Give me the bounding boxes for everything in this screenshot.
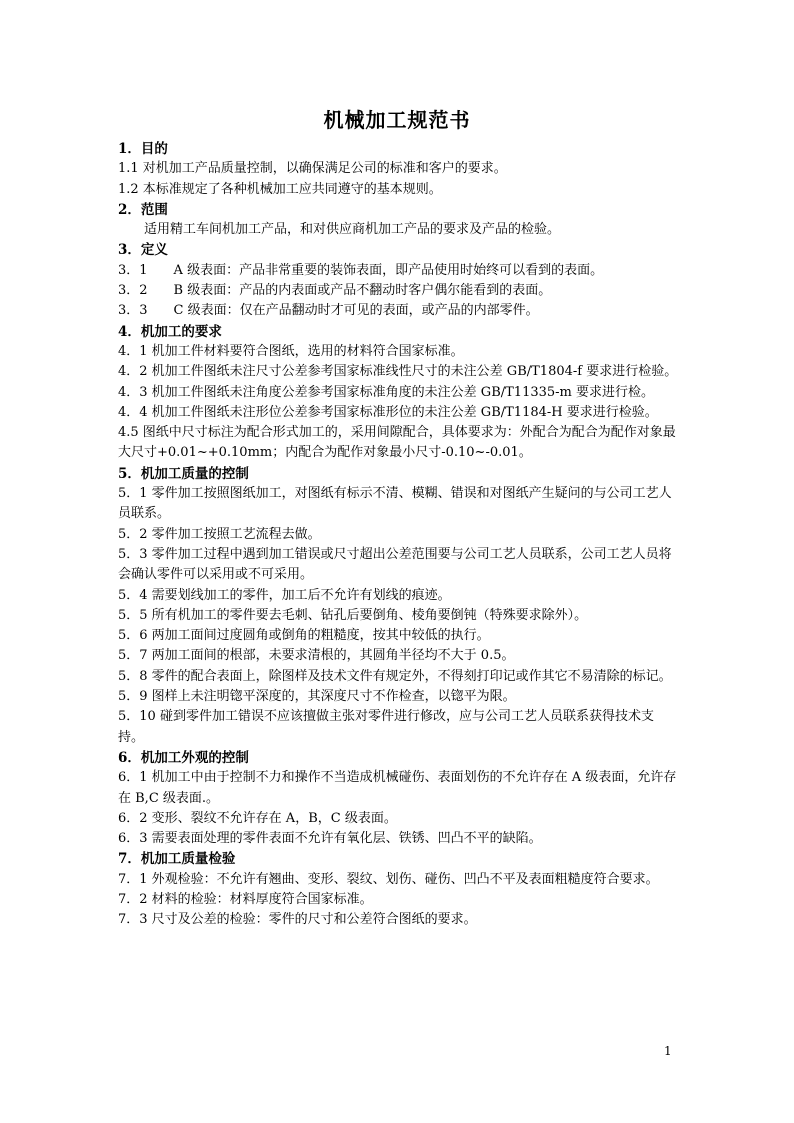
paragraph: 5．3 零件加工过程中遇到加工错误或尺寸超出公差范围要与公司工艺人员联系，公司工艺人员将会确认零件可以采用或不可采用。 [118, 546, 672, 583]
section-heading: 4．机加工的要求 [118, 323, 222, 340]
paragraph: 1.2 本标准规定了各种机械加工应共同遵守的基本规则。 [118, 181, 442, 197]
paragraph: 4.5 图纸中尺寸标注为配合形式加工的，采用间隙配合，具体要求为：外配合为配合为配作对象最大尺寸+0.01~+0.10mm；内配合为配作对象最小尺寸-0.10~-0.01。 [118, 425, 676, 461]
paragraph: 4．3 机加工件图纸未注角度公差参考国家标准角度的未注公差 GB/T11335-m 要求进行检。 [118, 384, 655, 400]
paragraph: 4．1 机加工件材料要符合图纸，选用的材料符合国家标准。 [118, 343, 464, 359]
paragraph: 6．1 机加工中由于控制不力和操作不当造成机械碰伤、表面划伤的不允许存在 A 级表面，允许存在 B,C 级表面.。 [118, 770, 677, 806]
paragraph: 1.1 对机加工产品质量控制，以确保满足公司的标准和客户的要求。 [118, 161, 507, 177]
paragraph: 5．6 两加工面间过度圆角或倒角的粗糙度，按其中较低的执行。 [118, 628, 490, 644]
paragraph: 3．1 A 级表面：产品非常重要的装饰表面，即产品使用时始终可以看到的表面。 [118, 262, 604, 278]
paragraph: 7．1 外观检验：不允许有翘曲、变形、裂纹、划伤、碰伤、凹凸不平及表面粗糙度符合要求。 [118, 871, 659, 887]
document-title: 机械加工规范书 [323, 108, 471, 132]
section-heading: 3．定义 [118, 242, 168, 259]
paragraph: 5．10 碰到零件加工错误不应该擅做主张对零件进行修改，应与公司工艺人员联系获得技术支持。 [118, 709, 654, 745]
section-heading: 1．目的 [118, 141, 168, 157]
paragraph: 适用精工车间机加工产品，和对供应商机加工产品的要求及产品的检验。 [144, 222, 561, 238]
paragraph: 7．3 尺寸及公差的检验：零件的尺寸和公差符合图纸的要求。 [118, 912, 477, 928]
paragraph: 4．4 机加工件图纸未注形位公差参考国家标准形位的未注公差 GB/T1184-H 要求进行检验。 [118, 404, 658, 420]
paragraph: 5．9 图样上未注明锪平深度的，其深度尺寸不作检查，以锪平为限。 [118, 689, 516, 705]
paragraph: 6．2 变形、裂纹不允许存在 A，B，C 级表面。 [118, 810, 397, 826]
page-number: 1 [664, 1044, 672, 1058]
section-heading: 7．机加工质量检验 [118, 851, 236, 868]
paragraph: 3．2 B 级表面：产品的内表面或产品不翻动时客户偶尔能看到的表面。 [118, 283, 552, 299]
paragraph: 7．2 材料的检验：材料厚度符合国家标准。 [118, 891, 373, 907]
section-heading: 5．机加工质量的控制 [118, 465, 249, 482]
paragraph: 4．2 机加工件图纸未注尺寸公差参考国家标准线性尺寸的未注公差 GB/T1804-f 要求进行检验。 [118, 364, 678, 380]
section-heading: 2．范围 [118, 201, 168, 218]
paragraph: 5．1 零件加工按照图纸加工，对图纸有标示不清、模糊、错误和对图纸产生疑问的与公司工艺人员联系。 [118, 486, 672, 522]
document-body [118, 139, 678, 931]
paragraph: 6．3 需要表面处理的零件表面不允许有氧化层、铁锈、凹凸不平的缺陷。 [118, 831, 542, 847]
section-heading: 6．机加工外观的控制 [118, 749, 249, 766]
paragraph: 5．8 零件的配合表面上，除图样及技术文件有规定外，不得刻打印记或作其它不易清除的标记。 [118, 668, 672, 684]
paragraph: 5．4 需要划线加工的零件，加工后不允许有划线的痕迹。 [118, 587, 451, 603]
paragraph: 3．3 C 级表面：仅在产品翻动时才可见的表面，或产品的内部零件。 [118, 303, 539, 319]
paragraph: 5．7 两加工面间的根部，未要求清根的，其圆角半径均不大于 0.5。 [118, 648, 515, 664]
paragraph: 5．2 零件加工按照工艺流程去做。 [118, 526, 321, 542]
paragraph: 5．5 所有机加工的零件要去毛刺、钻孔后要倒角、棱角要倒钝（特殊要求除外）。 [118, 607, 588, 623]
